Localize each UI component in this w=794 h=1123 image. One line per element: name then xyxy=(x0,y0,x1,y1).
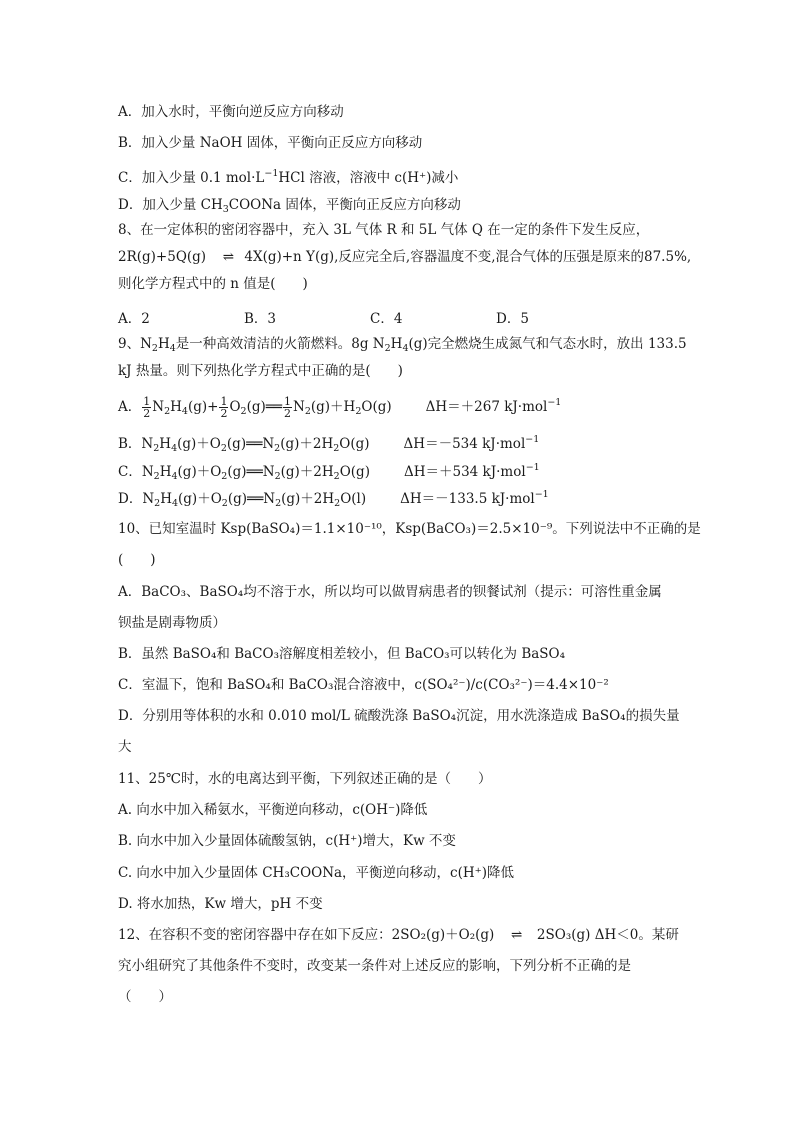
q7-option-c: C．加入少量 0.1 $mol\cdot L^{-1}HCl$ 溶液，溶液中 c(H⁺)减小 xyxy=(118,168,459,186)
q10-option-c: C．室温下，饱和 BaSO₄和 BaCO₃混合溶液中，c(SO₄²⁻)/c(CO₃²⁻)＝4.4×10⁻² xyxy=(118,677,609,693)
q12-stem-line3: （ ） xyxy=(118,989,172,1005)
q10-stem-line1: 10、已知室温时 Ksp(BaSO₄)＝1.1×10⁻¹⁰，Ksp(BaCO₃)＝2.5×10⁻⁹。下列说法中不正确的是 xyxy=(118,521,701,537)
q10-option-a-line2: 钡盐是剧毒物质） xyxy=(118,615,226,631)
equilibrium-arrow-icon: ⇌ xyxy=(510,927,521,943)
q9-stem-line1: 9、$N_2H_4$是一种高效清洁的火箭燃料。8g $N_2H_4(g)$完全燃烧生成氮气和气态水时，放出 133.5 xyxy=(118,336,687,354)
q8-option-c: C．4 xyxy=(370,311,403,327)
q10-stem-line2: ( ) xyxy=(118,552,156,568)
equilibrium-arrow-icon: ⇌ xyxy=(222,249,233,265)
fraction-half: $\frac{1}{2}$ xyxy=(143,395,151,420)
q7-option-b: B．加入少量 NaOH 固体，平衡向正反应方向移动 xyxy=(118,135,423,151)
q9-option-c: C．$N_2H_4(g)+O_2(g)══N_2(g)+2H_2O(g)$ ΔH＝＋534 kJ·mol$^{-1}$ xyxy=(118,462,540,482)
q10-option-b: B．虽然 BaSO₄和 BaCO₃溶解度相差较小，但 BaCO₃可以转化为 BaSO₄ xyxy=(118,646,566,662)
q11-option-a: A. 向水中加入稀氨水，平衡逆向移动，c(OH⁻)降低 xyxy=(118,802,428,818)
q11-option-d: D. 将水加热，Kw 增大，pH 不变 xyxy=(118,896,323,912)
q11-option-b: B. 向水中加入少量固体硫酸氢钠，c(H⁺)增大，Kw 不变 xyxy=(118,833,456,849)
q8-option-a: A．2 xyxy=(118,311,150,327)
fraction-half: $\frac{1}{2}$ xyxy=(220,395,228,420)
q9-stem-line2: kJ 热量。则下列热化学方程式中正确的是( ) xyxy=(118,363,403,379)
q10-option-d-line1: D．分别用等体积的水和 0.010 mol/L 硫酸洗涤 BaSO₄沉淀，用水洗涤造成 BaSO₄的损失量 xyxy=(118,708,680,724)
q7-option-a: A．加入水时，平衡向逆反应方向移动 xyxy=(118,104,344,120)
q8-option-b: B．3 xyxy=(244,311,277,327)
q9-option-b: B．$N_2H_4(g)+O_2(g)══N_2(g)+2H_2O(g)$ ΔH＝－534 kJ·mol$^{-1}$ xyxy=(118,434,540,454)
q7-option-d: D．加入少量 $CH_3COONa$ 固体，平衡向正反应方向移动 xyxy=(118,197,461,215)
q9-option-a: A． $\frac{1}{2}$ $N_2H_4(g)+$ $\frac{1}{2}$ $O_2(g)══$ $\frac{1}{2}$ $N_2(g)+H_2O(g)$ ΔH＝＋267 kJ·mol$^{-1}$ xyxy=(118,395,562,420)
q11-option-c: C. 向水中加入少量固体 CH₃COONa，平衡逆向移动，c(H⁺)降低 xyxy=(118,865,515,881)
q10-option-d-line2: 大 xyxy=(118,739,132,755)
q9-option-d: D．$N_2H_4(g)+O_2(g)══N_2(g)+2H_2O(l)$ ΔH＝－133.5 kJ·mol$^{-1}$ xyxy=(118,489,549,509)
q8-stem-line2: 2R(g)+5Q(g) ⇌ 4X(g)+n Y(g),反应完全后,容器温度不变,混合气体的压强是原来的87.5%, xyxy=(118,249,692,265)
q12-stem-line2: 究小组研究了其他条件不变时，改变某一条件对上述反应的影响，下列分析不正确的是 xyxy=(118,958,631,974)
q8-option-d: D．5 xyxy=(496,311,529,327)
q11-stem: 11、25℃时，水的电离达到平衡，下列叙述正确的是（ ） xyxy=(118,771,492,787)
q8-stem-line1: 8、在一定体积的密闭容器中，充入 3L 气体 R 和 5L 气体 Q 在一定的条件下发生反应， xyxy=(118,222,650,238)
q10-option-a-line1: A．BaCO₃、BaSO₄均不溶于水，所以均可以做胃病患者的钡餐试剂（提示：可溶性重金属 xyxy=(118,584,662,600)
fraction-half: $\frac{1}{2}$ xyxy=(284,395,292,420)
q8-stem-line3: 则化学方程式中的 n 值是( ) xyxy=(118,276,308,292)
q8-options xyxy=(118,310,622,328)
q12-stem-line1: 12、在容积不变的密闭容器中存在如下反应：2SO₂(g)＋O₂(g) ⇌ 2SO₃(g) ΔH＜0。某研 xyxy=(118,927,679,943)
